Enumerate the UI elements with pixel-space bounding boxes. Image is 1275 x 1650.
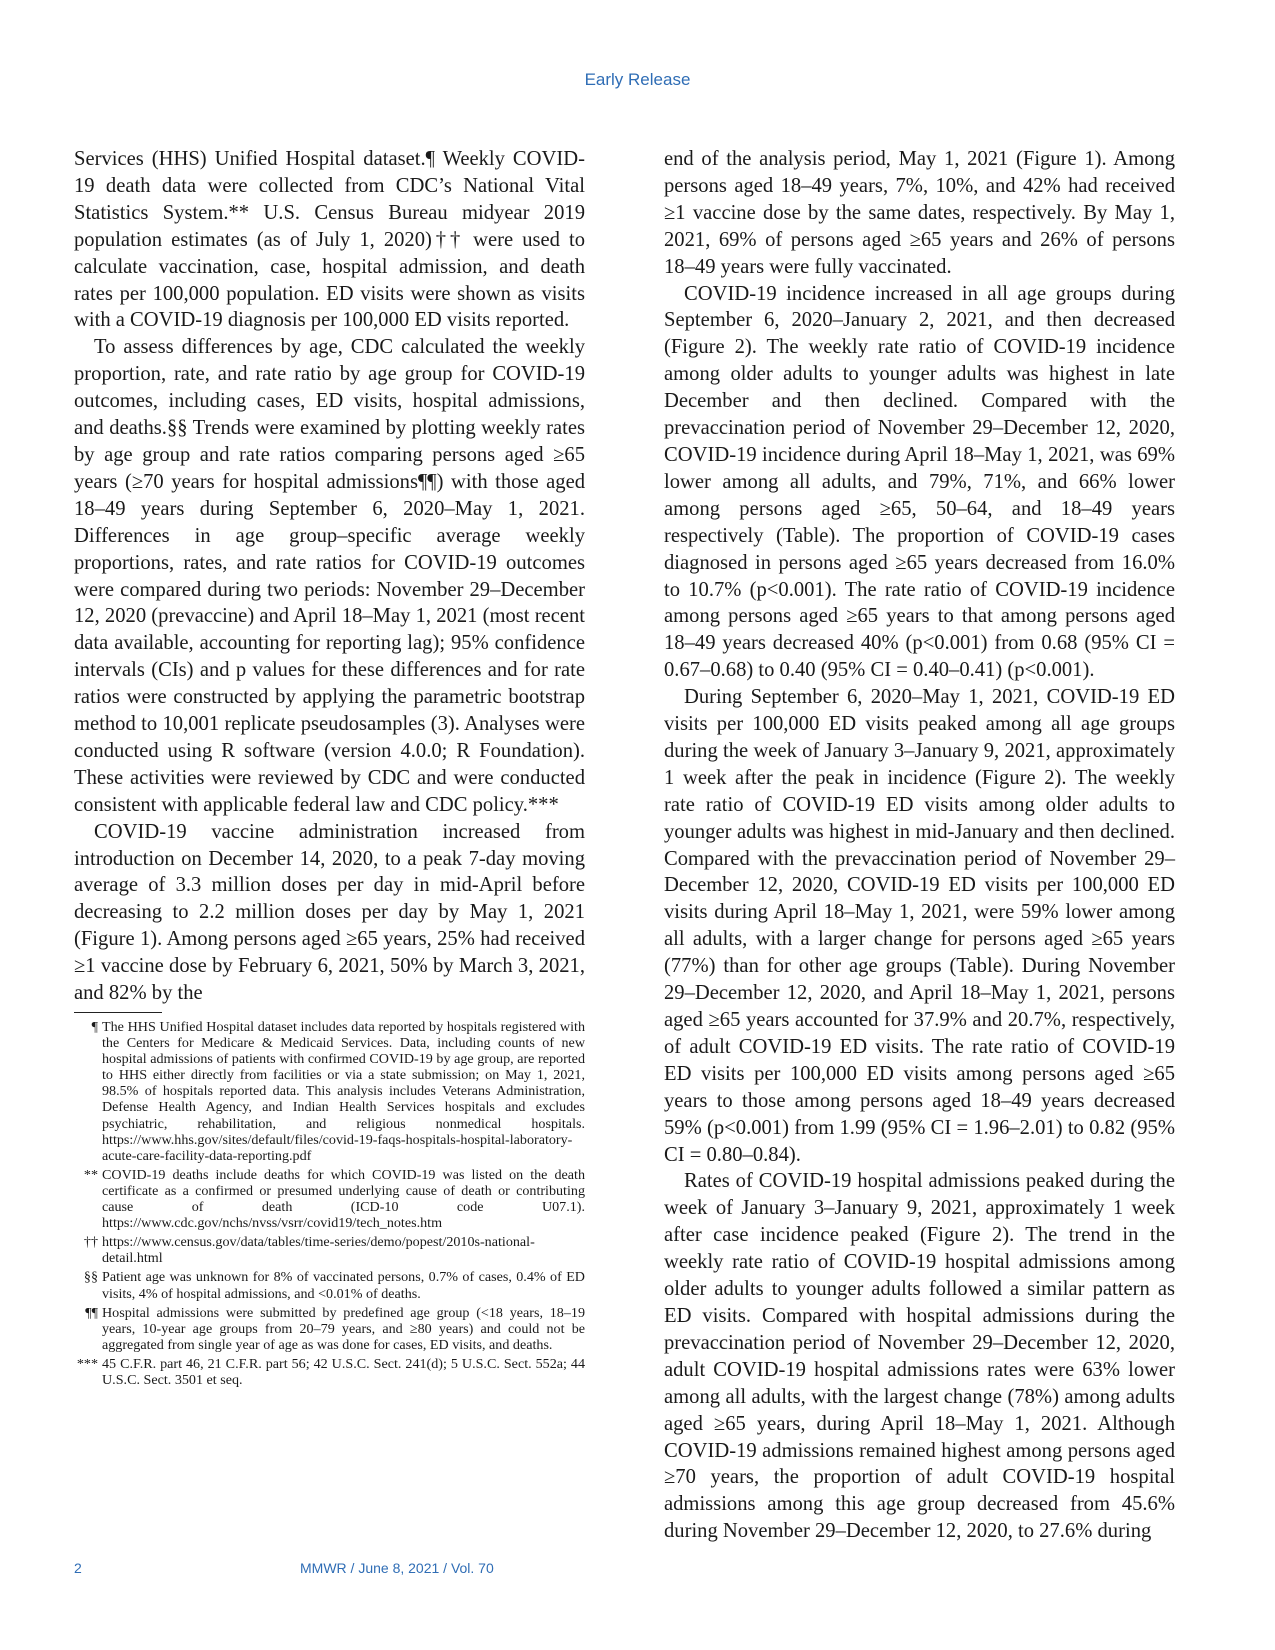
- body-paragraph: end of the analysis period, May 1, 2021 (Figure 1). Among persons aged 18–49 years, 7%, 10%, and 42% had received ≥1 vaccine dose by the same dates, respectively. By May 1, 2021, 69% of persons aged ≥65 years and 26% of persons 18–49 years were fully vaccinated.: [664, 148, 1175, 278]
- footnotes-section: [74, 1012, 585, 1391]
- footnote: [74, 1356, 585, 1388]
- footnote-text: https://www.census.gov/data/tables/time-series/demo/popest/2010s-national-detail.html: [102, 1234, 535, 1267]
- left-column: [74, 146, 585, 1007]
- body-paragraph: Services (HHS) Unified Hospital dataset.¶ Weekly COVID-19 death data were collected from CDC’s National Vital Statistics System.** U.S. Census Bureau midyear 2019 population estimates (as of July 1, 2020)†† were used to calculate vaccination, case, hospital admission, and death rates per 100,000 population. ED visits were shown as visits with a COVID-19 diagnosis per 100,000 ED visits reported.: [74, 148, 585, 332]
- footnote: [74, 1019, 585, 1164]
- footnote-text: 45 C.F.R. part 46, 21 C.F.R. part 56; 42 U.S.C. Sect. 241(d); 5 U.S.C. Sect. 552a; 44 U.S.C. Sect. 3501 et seq.: [102, 1355, 585, 1388]
- footnote-mark: ††: [83, 1234, 98, 1251]
- footnote: [74, 1234, 585, 1266]
- footnote-text: COVID-19 deaths include deaths for which COVID-19 was listed on the death certificate as a confirmed or presumed underlying cause of death or contributing cause of death (ICD-10 code U07.1). https://www.cdc.gov/nchs/nvss/vsrr/covid19/tech_notes.htm: [102, 1166, 585, 1232]
- footnote-text: Hospital admissions were submitted by predefined age group (<18 years, 18–19 years, 10-year age groups from 20–79 years, and ≥80 years) and could not be aggregated from single year of age as was done for cases, ED visits, and deaths.: [102, 1304, 585, 1353]
- footnote: [74, 1167, 585, 1231]
- footnote-mark: ¶¶: [85, 1304, 98, 1321]
- release-header: Early Release: [584, 70, 691, 89]
- footnote-text: Patient age was unknown for 8% of vaccinated persons, 0.7% of cases, 0.4% of ED visits, 4% of hospital admissions, and <0.01% of deaths.: [102, 1269, 585, 1302]
- footnote-mark: ***: [76, 1355, 98, 1372]
- footnote: [74, 1269, 585, 1301]
- footnote-mark: ¶: [91, 1019, 98, 1035]
- footnote-mark: **: [83, 1166, 98, 1183]
- footnote-divider: [74, 1012, 162, 1013]
- footnote-text: The HHS Unified Hospital dataset includes data reported by hospitals registered with the Centers for Medicare & Medicaid Services. Data, including counts of new hospital admissions of patients with confirmed COVID-19 by age group, are reported to HHS either directly from facilities or via a state submission; on May 1, 2021, 98.5% of hospitals reported data. This analysis includes Veterans Administration, Defense Health Agency, and Indian Health Services hospitals and excludes psychiatric, rehabilitation, and religious nonmedical hospitals. https://www.hhs.gov/sites/default/files/covid-19-faqs-hospitals-hospital-laboratory-acute-care-facility-data-reporting.pdf: [102, 1019, 585, 1164]
- footnote: [74, 1305, 585, 1353]
- journal-citation: MMWR / June 8, 2021 / Vol. 70: [300, 1560, 494, 1576]
- page-number: 2: [74, 1560, 82, 1576]
- body-paragraph: COVID-19 vaccine administration increased from introduction on December 14, 2020, to a peak 7-day moving average of 3.3 million doses per day in mid-April before decreasing to 2.2 million doses per day by May 1, 2021 (Figure 1). Among persons aged ≥65 years, 25% had received ≥1 vaccine dose by February 6, 2021, 50% by March 3, 2021, and 82% by the: [74, 820, 585, 1005]
- body-paragraph: Rates of COVID-19 hospital admissions peaked during the week of January 3–January 9, 2021, approximately 1 week after case incidence peaked (Figure 2). The trend in the weekly rate ratio of COVID-19 hospital admissions among older adults to younger adults followed a similar pattern as ED visits. Compared with hospital admissions during the prevaccination period of November 29–December 12, 2020, adult COVID-19 hospital admissions rates were 63% lower among all adults, with the largest change (78%) among adults aged ≥65 years, during April 18–May 1, 2021. Although COVID-19 admissions remained highest among persons aged ≥70 years, the proportion of adult COVID-19 hospital admissions among this age group decreased from 45.6% during November 29–December 12, 2020, to 27.6% during: [664, 1170, 1175, 1543]
- body-paragraph: COVID-19 incidence increased in all age groups during September 6, 2020–January 2, 2021, and then decreased (Figure 2). The weekly rate ratio of COVID-19 incidence among older adults to younger adults was highest in late December and then declined. Compared with the prevaccination period of November 29–December 12, 2020, COVID-19 incidence during April 18–May 1, 2021, was 69% lower among all adults, and 79%, 71%, and 66% lower among persons aged ≥65, 50–64, and 18–49 years respectively (Table). The proportion of COVID-19 cases diagnosed in persons aged ≥65 years decreased from 16.0% to 10.7% (p<0.001). The rate ratio of COVID-19 incidence among persons aged ≥65 years to that among persons aged 18–49 years decreased 40% (p<0.001) from 0.68 (95% CI = 0.67–0.68) to 0.40 (95% CI = 0.40–0.41) (p<0.001).: [664, 282, 1175, 682]
- footnote-mark: §§: [83, 1269, 98, 1286]
- body-paragraph: During September 6, 2020–May 1, 2021, COVID-19 ED visits per 100,000 ED visits peaked among all age groups during the week of January 3–January 9, 2021, approximately 1 week after the peak in incidence (Figure 2). The weekly rate ratio of COVID-19 ED visits among older adults to younger adults was highest in mid-January and then declined. Compared with the prevaccination period of November 29–December 12, 2020, COVID-19 ED visits per 100,000 ED visits during April 18–May 1, 2021, were 59% lower among all adults, with a larger change for persons aged ≥65 years (77%) than for other age groups (Table). During November 29–December 12, 2020, and April 18–May 1, 2021, persons aged ≥65 years accounted for 37.9% and 20.7%, respectively, of adult COVID-19 ED visits. The rate ratio of COVID-19 ED visits per 100,000 ED visits among persons aged ≥65 years to those among persons aged 18–49 years decreased 59% (p<0.001) from 1.99 (95% CI = 1.96–2.01) to 0.82 (95% CI = 0.80–0.84).: [664, 686, 1175, 1166]
- right-column: [664, 146, 1175, 1545]
- body-paragraph: To assess differences by age, CDC calculated the weekly proportion, rate, and rate ratio by age group for COVID-19 outcomes, including cases, ED visits, hospital admissions, and deaths.§§ Trends were examined by plotting weekly rates by age group and rate ratios comparing persons aged ≥65 years (≥70 years for hospital admissions¶¶) with those aged 18–49 years during September 6, 2020–May 1, 2021. Differences in age group–specific average weekly proportions, rates, and rate ratios for COVID-19 outcomes were compared during two periods: November 29–December 12, 2020 (prevaccine) and April 18–May 1, 2021 (most recent data available, accounting for reporting lag); 95% confidence intervals (CIs) and p values for these differences and for rate ratios were constructed by applying the parametric bootstrap method to 10,001 replicate pseudosamples (3). Analyses were conducted using R software (version 4.0.0; R Foundation). These activities were reviewed by CDC and were conducted consistent with applicable federal law and CDC policy.***: [74, 336, 585, 816]
